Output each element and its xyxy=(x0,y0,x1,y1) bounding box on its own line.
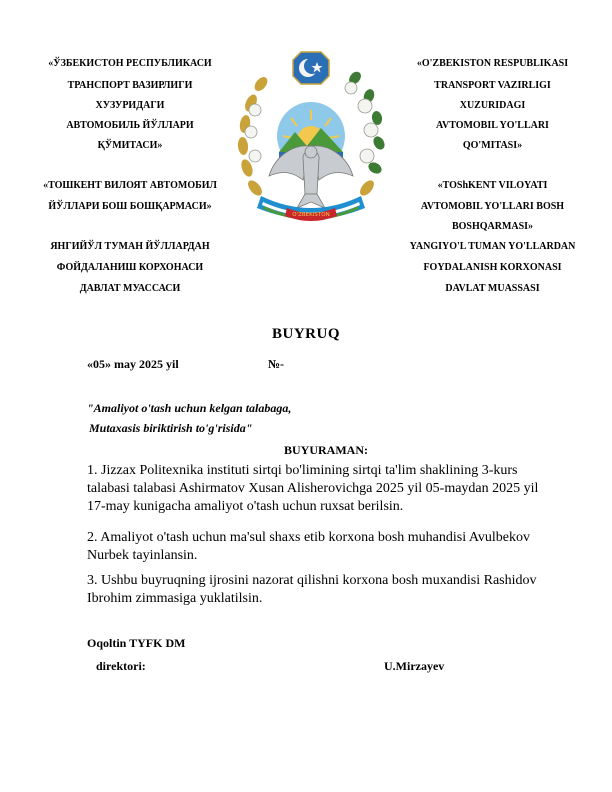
document-title: BUYRUQ xyxy=(271,326,340,342)
right-header-line: AVTOMOBIL YO'LLARI BOSH xyxy=(420,201,565,212)
left-header-line: ХУЗУРИДАГИ xyxy=(95,100,165,111)
decree-paragraph: 1. Jizzax Politexnika instituti sirtqi bo'limining sirtqi ta'lim shaklining 3-kurs talabasi talabasi Ashirmatov Xusan Alisherovichga 2025 yil 05-maydan 2025 yil 17-may kunigacha amaliyot o'tash uchun ruxsat berilsin. xyxy=(87,463,539,514)
decree-paragraph: 3. Ushbu buyruqning ijrosini nazorat qilishni korxona bosh muxandisi Rashidov Ibrohim zimmasiga yuklatilsin. xyxy=(87,573,537,606)
document-subject-line: "Amaliyot o'tash uchun kelgan talabaga, xyxy=(87,401,292,415)
right-header-line: «O'ZBEKISTON RESPUBLIKASI xyxy=(416,58,569,69)
right-header-line: FOYDALANISH KORXONASI xyxy=(423,262,562,273)
left-header-line: ДАВЛАТ МУАССАСИ xyxy=(79,283,181,294)
left-header-line: ФОЙДАЛАНИШ КОРХОНАСИ xyxy=(56,262,204,273)
right-header-line: YANGIYO'L TUMAN YO'LLARDAN xyxy=(409,241,576,252)
signature-name: U.Mirzayev xyxy=(384,659,445,673)
left-header-line: ҚЎМИТАСИ» xyxy=(97,140,163,151)
right-header-line: «TOShKENT VILOYATI xyxy=(437,180,548,191)
right-header-line: TRANSPORT VAZIRLIGI xyxy=(434,80,551,91)
document-date: «05» may 2025 yil xyxy=(87,357,179,371)
left-header-line: «ЎЗБЕКИСТОН РЕСПУБЛИКАСИ xyxy=(48,58,212,69)
left-header-line: ЙЎЛЛАРИ БОШ БОШҚАРМАСИ» xyxy=(48,201,212,212)
left-header-line: ТРАНСПОРТ ВАЗИРЛИГИ xyxy=(67,80,193,91)
left-header-line: АВТОМОБИЛЬ ЙЎЛЛАРИ xyxy=(66,120,194,131)
right-header-line: DAVLAT MUASSASI xyxy=(445,283,540,294)
document-subject-line: Mutaxasis biriktirish to'g'risida" xyxy=(89,421,253,435)
signature-org: Oqoltin TYFK DM xyxy=(87,636,186,650)
emblem-ribbon-text: O'ZBEKISTON xyxy=(292,212,330,218)
right-header-line: AVTOMOBIL YO'LLARI xyxy=(436,120,549,131)
right-header-line: XUZURIDAGI xyxy=(459,100,526,111)
right-header-line: BOSHQARMASI» xyxy=(451,221,534,232)
decree-paragraph: 2. Amaliyot o'tash uchun ma'sul shaxs etib korxona bosh muhandisi Avulbekov Nurbek tayinlansin. xyxy=(87,530,531,563)
decree-heading: BUYURAMAN: xyxy=(284,443,368,457)
signature-role: direktori: xyxy=(96,659,146,673)
state-emblem-icon xyxy=(233,48,389,224)
left-header-line: ЯНГИЙЎЛ ТУМАН ЙЎЛЛАРДАН xyxy=(50,241,210,252)
left-header-line: «ТОШКЕНТ ВИЛОЯТ АВТОМОБИЛ xyxy=(43,180,217,191)
right-header-line: QO'MITASI» xyxy=(462,140,523,151)
document-number: №- xyxy=(268,357,285,371)
